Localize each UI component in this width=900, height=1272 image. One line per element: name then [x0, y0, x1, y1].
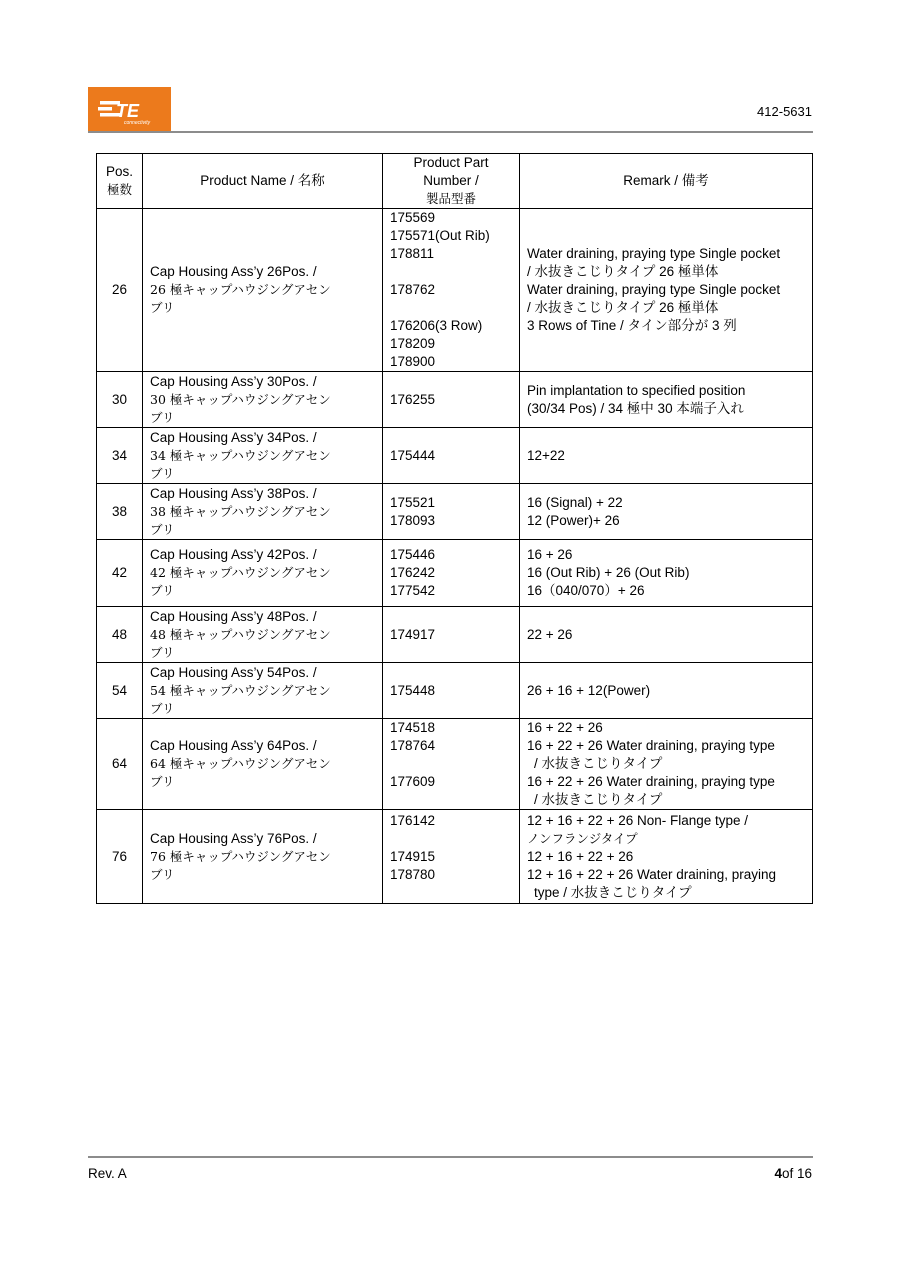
- table-header-row: [97, 154, 813, 209]
- cell-part-number-line: [390, 830, 512, 848]
- table-row: [97, 607, 813, 663]
- cell-part-number: [383, 484, 520, 540]
- cell-part-number-line: 175448: [390, 682, 436, 698]
- cell-product-name-line: 48 極キャップハウジングアセン: [150, 626, 331, 642]
- footer-divider: [88, 1156, 813, 1158]
- cell-part-number-line: [390, 755, 512, 773]
- cell-remark-line: 12 + 16 + 22 + 26 Water draining, praying: [527, 866, 777, 882]
- cell-pos: 30: [97, 372, 143, 428]
- cell-part-number-line: 178209: [390, 336, 436, 351]
- header-remark: Remark / 備考: [520, 154, 813, 209]
- cell-part-number-line: 176255: [390, 391, 436, 407]
- cell-part-number-line: 175446: [390, 547, 436, 562]
- cell-remark-line: / 水抜きこじりタイプ: [534, 792, 663, 807]
- cell-pos: 42: [97, 540, 143, 607]
- cell-part-number-line: 174915: [390, 848, 436, 864]
- cell-remark-line: / 水抜きこじりタイプ: [534, 756, 663, 771]
- cell-part-number-line: [390, 884, 512, 902]
- cell-part-number-line: 178900: [390, 354, 436, 369]
- cell-remark-line: 16 + 22 + 26 Water draining, praying type: [527, 774, 775, 789]
- cell-remark-line: 16（040/070）+ 26: [527, 583, 645, 598]
- cell-part-number: [383, 209, 520, 372]
- cell-remark-line: ノンフランジタイプ: [527, 830, 638, 846]
- cell-product-name-line: ブリ: [150, 583, 175, 598]
- cell-part-number-line: 175444: [390, 447, 436, 463]
- cell-part-number: [383, 372, 520, 428]
- cell-product-name-line: ブリ: [150, 521, 175, 537]
- cell-part-number-line: 177542: [390, 583, 436, 598]
- cell-pos: 34: [97, 428, 143, 484]
- cell-part-number-line: 176142: [390, 812, 436, 828]
- table-row: [97, 372, 813, 428]
- cell-part-number-line: 178093: [390, 512, 436, 528]
- cell-pos: 54: [97, 663, 143, 719]
- cell-remark-line: 26 + 16 + 12(Power): [527, 682, 651, 698]
- cell-product-name-line: Cap Housing Ass’y 64Pos. /: [150, 738, 317, 753]
- cell-product-name-line: ブリ: [150, 700, 175, 716]
- cell-product-name-line: 38 極キャップハウジングアセン: [150, 503, 331, 519]
- cell-remark: [520, 719, 813, 810]
- cell-remark: [520, 372, 813, 428]
- cell-pos: 76: [97, 810, 143, 904]
- cell-product-name: [143, 209, 383, 372]
- cell-part-number-line: 178811: [390, 246, 435, 261]
- cell-product-name: [143, 372, 383, 428]
- cell-product-name-line: 30 極キャップハウジングアセン: [150, 391, 331, 407]
- cell-part-number-line: [390, 791, 512, 809]
- cell-product-name: [143, 540, 383, 607]
- cell-remark-line: 16 + 22 + 26 Water draining, praying type: [527, 738, 775, 753]
- cell-product-name-line: Cap Housing Ass’y 30Pos. /: [150, 373, 317, 389]
- cell-remark: [520, 209, 813, 372]
- cell-product-name-line: ブリ: [150, 644, 175, 660]
- svg-text:TE: TE: [116, 101, 140, 121]
- cell-pos: 38: [97, 484, 143, 540]
- cell-product-name-line: 76 極キャップハウジングアセン: [150, 848, 331, 864]
- table-row: [97, 540, 813, 607]
- cell-remark-line: 3 Rows of Tine / タイン部分が 3 列: [527, 318, 737, 333]
- cell-remark: [520, 663, 813, 719]
- cell-product-name-line: Cap Housing Ass’y 26Pos. /: [150, 264, 317, 279]
- cell-product-name-line: ブリ: [150, 465, 175, 481]
- table-row: [97, 209, 813, 372]
- cell-product-name: [143, 428, 383, 484]
- cell-part-number-line: 178762: [390, 282, 436, 297]
- cell-remark-line: type / 水抜きこじりタイプ: [534, 884, 692, 900]
- header-pos: Pos. 極数: [97, 154, 143, 209]
- cell-product-name-line: Cap Housing Ass’y 54Pos. /: [150, 664, 317, 680]
- cell-part-number: [383, 428, 520, 484]
- cell-product-name-line: Cap Housing Ass’y 76Pos. /: [150, 830, 317, 846]
- cell-remark: [520, 810, 813, 904]
- cell-part-number-line: 175571(Out Rib): [390, 228, 490, 243]
- cell-product-name-line: 34 極キャップハウジングアセン: [150, 447, 331, 463]
- cell-product-name-line: Cap Housing Ass’y 38Pos. /: [150, 485, 317, 501]
- cell-product-name-line: 54 極キャップハウジングアセン: [150, 682, 331, 698]
- cell-pos: 48: [97, 607, 143, 663]
- cell-part-number: [383, 607, 520, 663]
- cell-part-number-line: 175521: [390, 494, 436, 510]
- cell-part-number-line: 176206(3 Row): [390, 318, 483, 333]
- cell-product-name-line: Cap Housing Ass’y 48Pos. /: [150, 608, 317, 624]
- cell-remark-line: / 水抜きこじりタイプ 26 極単体: [527, 300, 719, 315]
- cell-remark-line: 16 + 26: [527, 547, 573, 562]
- cell-remark: [520, 607, 813, 663]
- cell-product-name-line: 26 極キャップハウジングアセン: [150, 282, 331, 297]
- cell-part-number-line: 175569: [390, 210, 436, 225]
- table-row: [97, 428, 813, 484]
- svg-text:connectivity: connectivity: [124, 120, 151, 126]
- cell-remark-line: 22 + 26: [527, 626, 573, 642]
- cell-product-name: [143, 719, 383, 810]
- cell-remark-line: 16 + 22 + 26: [527, 720, 603, 735]
- cell-product-name: [143, 663, 383, 719]
- cell-product-name-line: ブリ: [150, 774, 175, 789]
- cell-part-number: [383, 810, 520, 904]
- product-table: [96, 153, 813, 904]
- cell-remark: [520, 428, 813, 484]
- cell-product-name-line: Cap Housing Ass’y 34Pos. /: [150, 429, 317, 445]
- cell-product-name-line: Cap Housing Ass’y 42Pos. /: [150, 547, 317, 562]
- cell-part-number: [383, 663, 520, 719]
- document-number: 412-5631: [757, 104, 812, 119]
- cell-remark-line: 12 + 16 + 22 + 26 Non- Flange type /: [527, 812, 749, 828]
- cell-part-number-line: 174917: [390, 626, 436, 642]
- table-row: [97, 663, 813, 719]
- cell-product-name: [143, 484, 383, 540]
- cell-product-name-line: ブリ: [150, 300, 175, 315]
- header-divider: [88, 131, 813, 133]
- cell-remark-line: 12 (Power)+ 26: [527, 512, 620, 528]
- cell-part-number-line: 177609: [390, 774, 436, 789]
- cell-remark-line: Pin implantation to specified position: [527, 382, 746, 398]
- cell-part-number-line: 174518: [390, 720, 436, 735]
- cell-remark-line: / 水抜きこじりタイプ 26 極単体: [527, 264, 719, 279]
- table-row: [97, 810, 813, 904]
- cell-product-name-line: 64 極キャップハウジングアセン: [150, 756, 331, 771]
- table-row: [97, 719, 813, 810]
- cell-product-name: [143, 607, 383, 663]
- cell-product-name: [143, 810, 383, 904]
- header-part-number: Product Part Number / 製品型番: [383, 154, 520, 209]
- cell-part-number-line: 178780: [390, 866, 436, 882]
- cell-remark-line: Water draining, praying type Single pocket: [527, 246, 781, 261]
- cell-pos: 26: [97, 209, 143, 372]
- revision-label: Rev. A: [88, 1166, 127, 1181]
- cell-remark-line: 12+22: [527, 447, 565, 463]
- cell-part-number: [383, 719, 520, 810]
- cell-part-number-line: 176242: [390, 565, 436, 580]
- header-product-name: Product Name / 名称: [143, 154, 383, 209]
- cell-pos: 64: [97, 719, 143, 810]
- cell-part-number-line: [390, 299, 512, 317]
- cell-product-name-line: 42 極キャップハウジングアセン: [150, 565, 331, 580]
- cell-remark: [520, 484, 813, 540]
- cell-part-number-line: [390, 263, 512, 281]
- page-number: 4of 16: [774, 1166, 812, 1181]
- cell-part-number: [383, 540, 520, 607]
- cell-remark-line: Water draining, praying type Single pocket: [527, 282, 781, 297]
- cell-remark-line: 12 + 16 + 22 + 26: [527, 848, 634, 864]
- cell-product-name-line: ブリ: [150, 409, 175, 425]
- cell-remark-line: 16 (Signal) + 22: [527, 494, 623, 510]
- cell-remark-line: (30/34 Pos) / 34 極中 30 本端子入れ: [527, 400, 744, 416]
- te-connectivity-logo: [88, 87, 171, 131]
- cell-part-number-line: 178764: [390, 738, 436, 753]
- table-row: [97, 484, 813, 540]
- cell-remark-line: 16 (Out Rib) + 26 (Out Rib): [527, 565, 690, 580]
- cell-product-name-line: ブリ: [150, 866, 175, 882]
- cell-remark: [520, 540, 813, 607]
